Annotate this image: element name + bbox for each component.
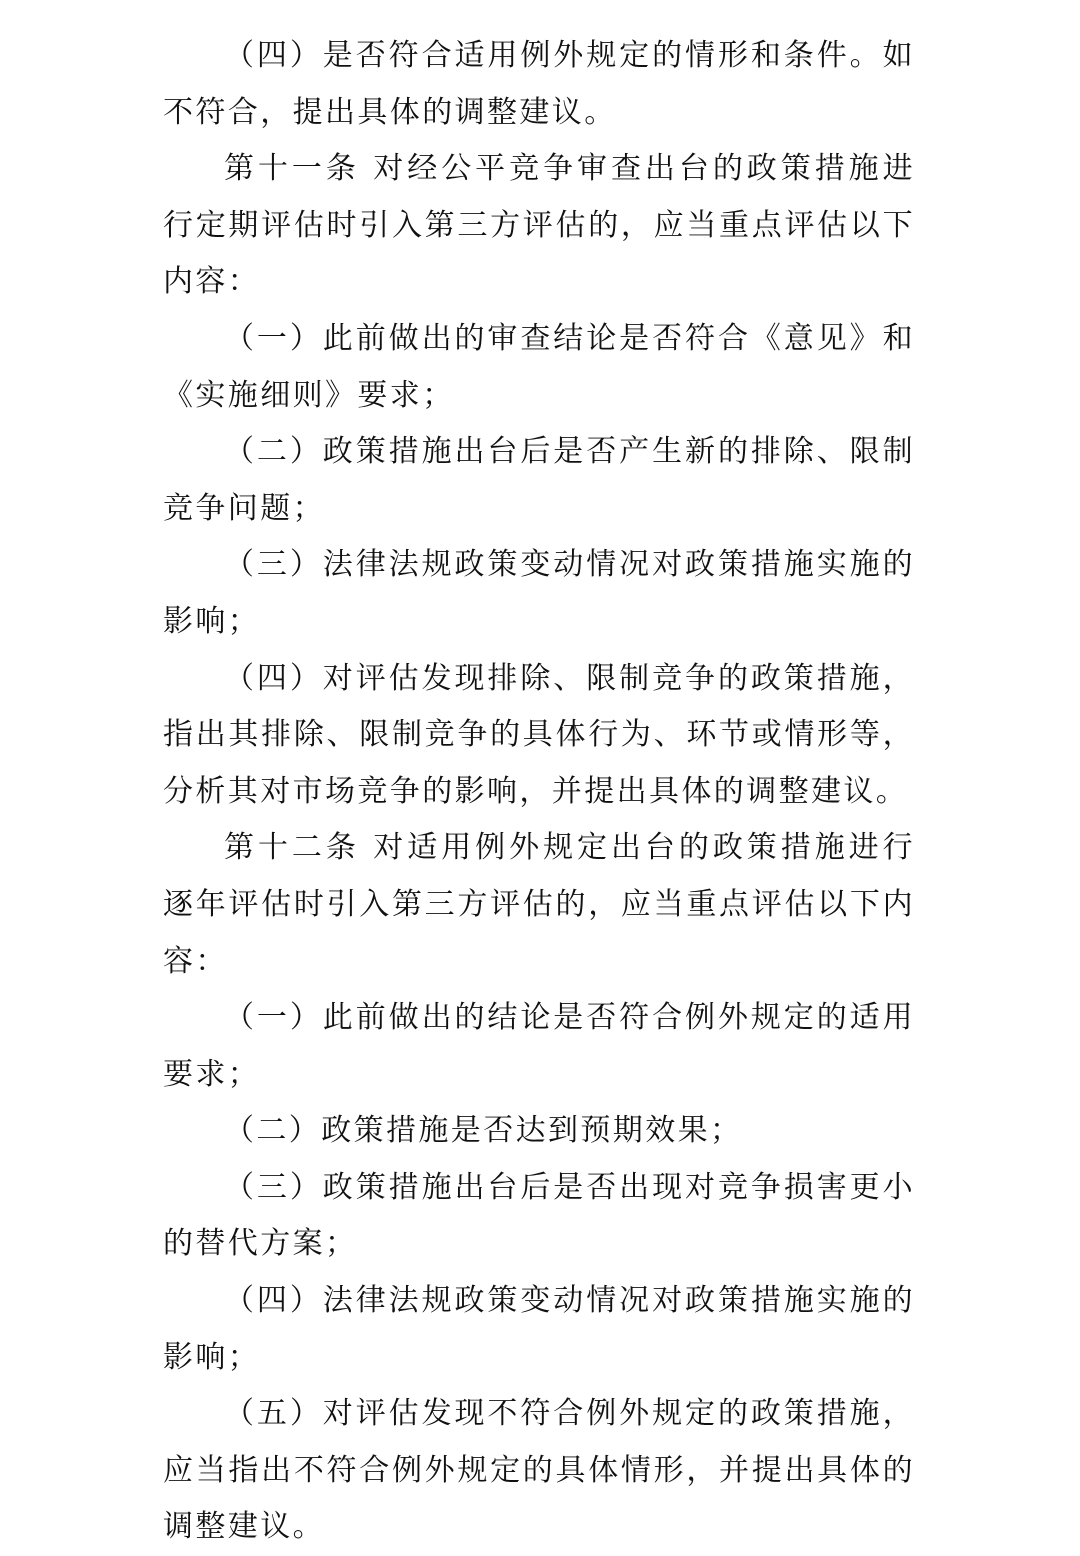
article-paragraph: 第十一条 对经公平竞争审查出台的政策措施进行定期评估时引入第三方评估的，应当重点评估以下内容： xyxy=(163,151,915,300)
paragraph: （四）对评估发现排除、限制竞争的政策措施，指出其排除、限制竞争的具体行为、环节或情形等，分析其对市场竞争的影响，并提出具体的调整建议。 xyxy=(163,660,915,809)
paragraph: （二）政策措施出台后是否产生新的排除、限制竞争问题； xyxy=(163,434,915,526)
article-paragraph: 第十二条 对适用例外规定出台的政策措施进行逐年评估时引入第三方评估的，应当重点评估以下内容： xyxy=(163,830,915,979)
paragraph: （三）法律法规政策变动情况对政策措施实施的影响； xyxy=(163,547,915,639)
paragraph: （五）对评估发现不符合例外规定的政策措施，应当指出不符合例外规定的具体情形，并提出具体的调整建议。 xyxy=(163,1396,915,1545)
paragraph: （四）法律法规政策变动情况对政策措施实施的影响； xyxy=(163,1283,915,1375)
paragraph: （一）此前做出的结论是否符合例外规定的适用要求； xyxy=(163,1000,915,1092)
document-page xyxy=(163,28,915,1556)
paragraph: （二）政策措施是否达到预期效果； xyxy=(224,1113,743,1149)
paragraph: （一）此前做出的审查结论是否符合《意见》和《实施细则》要求； xyxy=(163,320,915,413)
paragraph: （三）政策措施出台后是否出现对竞争损害更小的替代方案； xyxy=(163,1169,915,1262)
paragraph: （四）是否符合适用例外规定的情形和条件。如不符合，提出具体的调整建议。 xyxy=(163,38,915,130)
